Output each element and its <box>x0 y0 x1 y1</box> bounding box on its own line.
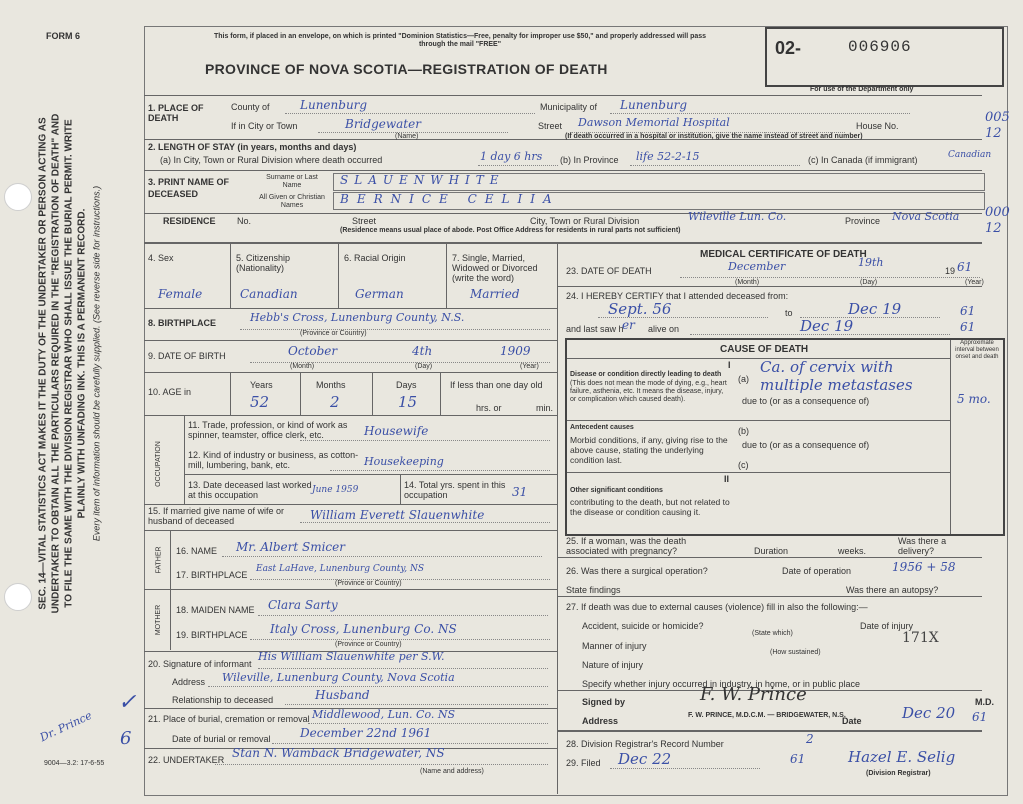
undertaker-sub: (Name and address) <box>420 768 484 775</box>
age-days-label: Days <box>396 380 417 390</box>
sig-address-label: Address <box>582 716 619 726</box>
accident-label: Accident, suicide or homicide? <box>582 621 704 631</box>
address-stamp: F. W. PRINCE, M.D.C.M. — BRIDGEWATER, N.S. <box>688 712 846 719</box>
attend-to-label: to <box>785 308 793 318</box>
death-year-label: (Year) <box>965 279 984 286</box>
registration-prefix: 02- <box>775 38 802 58</box>
city-label: If in City or Town <box>231 121 298 131</box>
date-op-value: 1956 + 58 <box>892 560 956 574</box>
dob-month: October <box>288 344 338 358</box>
registrar-signature: Hazel E. Selig <box>848 748 956 766</box>
industry-value: Housekeeping <box>364 455 444 468</box>
manner-label: Manner of injury <box>582 641 647 651</box>
cause-a-label: (a) <box>738 374 749 384</box>
other-label: Other significant conditions <box>570 487 663 494</box>
form-number: FORM 6 <box>46 31 81 41</box>
mother-birthplace-value: Italy Cross, Lunenburg Co. NS <box>270 622 457 636</box>
findings-label: State findings <box>566 585 621 595</box>
informant-relation-label: Relationship to deceased <box>172 695 274 705</box>
nature-label: Nature of injury <box>582 660 644 670</box>
interval-a: 5 mo. <box>957 392 991 406</box>
registrar-label: (Division Registrar) <box>866 770 931 777</box>
punch-hole-top <box>4 183 32 211</box>
weeks-label: weeks. <box>838 546 867 556</box>
age-years-label: Years <box>250 380 273 390</box>
how-label: (How sustained) <box>770 649 821 656</box>
statute-sidebar <box>37 114 104 614</box>
sex-value: Female <box>158 287 203 301</box>
birthplace-sub: (Province or Country) <box>300 330 367 337</box>
margin-code-1: 005 12 <box>985 110 1010 141</box>
dob-day-label: (Day) <box>415 363 433 370</box>
total-years-value: 31 <box>512 485 528 499</box>
age-days: 15 <box>398 393 418 411</box>
residence-label: RESIDENCE <box>163 216 216 226</box>
date-op-label: Date of operation <box>782 566 852 576</box>
md-label: M.D. <box>975 697 994 707</box>
father-section-label: FATHER <box>155 546 163 574</box>
cause-title: CAUSE OF DEATH <box>720 344 809 355</box>
filed-value: Dec 22 <box>618 750 672 768</box>
disease-label: Disease or condition directly leading to death <box>570 371 722 378</box>
undertaker-value: Stan N. Wamback Bridgewater, NS <box>232 746 445 760</box>
residence-division-label: City, Town or Rural Division <box>530 216 640 226</box>
given-label: All Given or Christian Names <box>259 194 325 209</box>
dueto-b-label: due to (or as a consequence of) <box>742 440 870 450</box>
dob-label: 9. DATE OF BIRTH <box>148 351 226 361</box>
mother-maiden-label: 18. MAIDEN NAME <box>176 605 255 615</box>
state-which-label: (State which) <box>752 630 793 637</box>
sig-date-label: Date <box>842 716 862 726</box>
father-birthplace-value: East LaHave, Lunenburg County, NS <box>256 564 425 574</box>
delivery-label: Was there a delivery? <box>898 536 947 556</box>
filed-label: 29. Filed <box>566 758 601 768</box>
residence-no-label: No. <box>237 216 252 226</box>
stay-label: 2. LENGTH OF STAY (in years, months and days) <box>148 142 357 152</box>
margin-doctor-name: Dr. Prince <box>37 708 94 745</box>
form-code: 9004—3.2: 17-6-55 <box>44 760 105 767</box>
trade-value: Housewife <box>364 424 429 438</box>
interval-label: Approximate interval between onset and death <box>955 340 999 360</box>
marital-value: Married <box>470 287 520 301</box>
specify-label: Specify whether injury occurred in industry, in home, or in public place <box>582 679 860 689</box>
duration-label: Duration <box>754 546 789 556</box>
registration-number: 006906 <box>848 38 912 56</box>
death-year: 61 <box>957 260 973 274</box>
dob-day: 4th <box>412 344 433 358</box>
part-1-label: I <box>728 360 731 370</box>
industry-label: 12. Kind of industry or business, as cotton-mill, lumbering, bank, etc. <box>188 450 359 470</box>
dueto-a-label: due to (or as a consequence of) <box>742 396 870 406</box>
filed-year: 61 <box>790 752 806 766</box>
cause-c-label: (c) <box>738 460 749 470</box>
given-value: BERNICE CELIIA <box>340 192 560 206</box>
sig-date-year: 61 <box>972 710 988 724</box>
attend-from: Sept. 56 <box>608 300 672 318</box>
last-worked-label: 13. Date deceased last worked at this occupation <box>188 480 312 500</box>
residence-division: Wileville Lun. Co. <box>688 210 787 223</box>
q25-label: 25. If a woman, was the death associated with pregnancy? <box>566 536 687 556</box>
cause-a-value: Ca. of cervix with multiple metastases <box>760 358 913 394</box>
informant-address-label: Address <box>172 677 206 687</box>
death-day: 19th <box>858 256 884 269</box>
lastsaw-h: er <box>622 318 635 332</box>
alive-value: Dec 19 <box>800 317 854 335</box>
burial-place: Middlewood, Lun. Co. NS <box>312 708 456 721</box>
occupation-section-label: OCCUPATION <box>154 441 162 487</box>
racial-value: German <box>355 287 404 301</box>
sig-date: Dec 20 <box>902 704 956 722</box>
stay-a-value: 1 day 6 hrs <box>480 150 543 163</box>
total-years-label: 14. Total yrs. spent in this occupation <box>404 480 506 500</box>
margin-check-mark: ✓ <box>118 690 137 715</box>
residence-province-label: Province <box>845 216 881 226</box>
age-years: 52 <box>250 393 270 411</box>
marital-label: 7. Single, Married, Widowed or Divorced (write the word) <box>452 253 538 283</box>
mother-birthplace-label: 19. BIRTHPLACE <box>176 630 248 640</box>
father-birthplace-sub: (Province or Country) <box>335 580 402 587</box>
age-months: 2 <box>330 393 340 411</box>
street-value: Dawson Memorial Hospital <box>578 116 730 129</box>
other-note: contributing to the death, but not related to the disease or condition causing it. <box>570 497 730 517</box>
record-label: 28. Division Registrar's Record Number <box>566 739 724 749</box>
stay-b-label: (b) In Province <box>560 155 619 165</box>
municipality-label: Municipality of <box>540 102 598 112</box>
birthplace-label: 8. BIRTHPLACE <box>148 318 217 328</box>
informant-sig-label: 20. Signature of informant <box>148 659 252 669</box>
mother-maiden-value: Clara Sarty <box>268 598 338 612</box>
stay-c-label: (c) In Canada (if immigrant) <box>808 155 918 165</box>
autopsy-label: Was there an autopsy? <box>846 585 939 595</box>
q26-label: 26. Was there a surgical operation? <box>566 566 708 576</box>
stay-c-value: Canadian <box>948 150 992 160</box>
death-month: December <box>728 260 786 273</box>
stay-b-value: life 52-2-15 <box>636 150 700 163</box>
informant-relation: Husband <box>315 688 370 702</box>
part-2-label: II <box>724 474 730 484</box>
name-label: 3. PRINT NAME OF DECEASED <box>148 177 230 199</box>
stay-a-label: (a) In City, Town or Rural Division where death occurred <box>160 155 383 165</box>
department-use-label: For use of the Department only <box>810 86 914 93</box>
cause-b-label: (b) <box>738 426 749 436</box>
city-value: Bridgewater <box>345 117 421 131</box>
death-day-label: (Day) <box>860 279 878 286</box>
county-value: Lunenburg <box>300 98 368 112</box>
street-label: Street <box>538 121 563 131</box>
burial-date-label: Date of burial or removal <box>172 734 271 744</box>
certify-label: 24. I HEREBY CERTIFY that I attended deceased from: <box>566 291 789 301</box>
dob-year: 1909 <box>500 344 531 358</box>
injury-date-label: Date of injury <box>860 621 914 631</box>
mother-birthplace-sub: (Province or Country) <box>335 641 402 648</box>
envelope-note: This form, if placed in an envelope, on which is printed "Dominion Statistics—Free, penalty for improper use $50," and properly addressed will pass through the mail "FREE" <box>213 33 707 48</box>
lastsaw-label: and last saw h <box>566 324 624 334</box>
citizenship-label: 5. Citizenship (Nationality) <box>236 253 291 273</box>
municipality-value: Lunenburg <box>620 98 688 112</box>
margin-number-mark: 6 <box>120 728 132 749</box>
code-mark: 171X <box>902 630 939 646</box>
burial-place-label: 21. Place of burial, cremation or removal <box>148 714 310 724</box>
sex-label: 4. Sex <box>148 253 174 263</box>
residence-note: (Residence means usual place of abode. Post Office Address for residents in rural parts not sufficient) <box>340 227 681 234</box>
signed-value: F. W. Prince <box>700 684 807 705</box>
house-label: House No. <box>856 121 899 131</box>
death-date-label: 23. DATE OF DEATH <box>566 266 652 276</box>
antecedent-label: Antecedent causes <box>570 424 634 431</box>
trade-label: 11. Trade, profession, or kind of work as spinner, teamster, office clerk, etc. <box>188 420 348 440</box>
record-value: 2 <box>806 732 814 746</box>
death-month-label: (Month) <box>735 279 760 286</box>
racial-label: 6. Racial Origin <box>344 253 406 263</box>
attend-to-year: 61 <box>960 304 976 318</box>
alive-label: alive on <box>648 324 680 334</box>
hospital-note: (If death occurred in a hospital or institution, give the name instead of street and number) <box>565 133 863 140</box>
margin-code-2: 000 12 <box>985 205 1010 236</box>
surname-label: Surname or Last Name <box>266 174 318 189</box>
alive-year: 61 <box>960 320 976 334</box>
form-title: PROVINCE OF NOVA SCOTIA—REGISTRATION OF DEATH <box>205 61 608 77</box>
q27-label: 27. If death was due to external causes (violence) fill in also the following:— <box>566 602 868 612</box>
last-worked-value: June 1959 <box>312 485 359 495</box>
spouse-value: William Everett Slauenwhite <box>310 508 485 522</box>
less-day-label: If less than one day old <box>450 380 543 390</box>
punch-hole-bottom <box>4 583 32 611</box>
father-name-value: Mr. Albert Smicer <box>236 540 345 554</box>
informant-signature: His William Slauenwhite per S.W. <box>258 650 445 663</box>
informant-address: Wileville, Lunenburg County, Nova Scotia <box>222 671 455 684</box>
mother-section-label: MOTHER <box>155 604 163 636</box>
father-birthplace-label: 17. BIRTHPLACE <box>176 570 248 580</box>
residence-street-label: Street <box>352 216 377 226</box>
disease-note: (This does not mean the mode of dying, e.g., heart failure, asthenia, etc. It means the disease, injury, or complication which caused death). <box>570 380 727 403</box>
place-label: 1. PLACE OF DEATH <box>148 103 204 123</box>
dob-year-label: (Year) <box>520 363 539 370</box>
residence-province: Nova Scotia <box>892 210 960 223</box>
county-label: County of <box>231 102 270 112</box>
spouse-label: 15. If married give name of wife or husband of deceased <box>148 506 285 526</box>
age-label: 10. AGE in <box>148 387 192 397</box>
statute-text: SEC. 14—VITAL STATISTICS ACT MAKES IT THE DUTY OF THE UNDERTAKER OR PERSON ACTING AS UNDERTAKER TO OBTAIN ALL THE PARTICULARS REQUIRED IN THE "REGISTRATION OF DEATH" AND TO FILE THE SAME WITH THE DIVISION REGISTRAR WHO SHALL ISSUE THE BURIAL PERMIT. WRITE PLAINLY WITH UNFADING INK. THIS IS A PERMANENT RECORD. <box>37 113 88 614</box>
father-name-label: 16. NAME <box>176 546 218 556</box>
attend-to: Dec 19 <box>848 300 902 318</box>
signed-label: Signed by <box>582 697 626 707</box>
dob-month-label: (Month) <box>290 363 315 370</box>
min-label: min. <box>536 403 554 413</box>
statute-note: Every item of information should be carefully supplied. (See reverse side for instructions.) <box>91 185 102 542</box>
city-name-sublabel: (Name) <box>395 133 419 140</box>
medical-title: MEDICAL CERTIFICATE OF DEATH <box>700 249 867 260</box>
birthplace-value: Hebb's Cross, Lunenburg County, N.S. <box>250 311 465 324</box>
hrs-label: hrs. or <box>476 403 502 413</box>
burial-date: December 22nd 1961 <box>300 726 432 740</box>
undertaker-label: 22. UNDERTAKER <box>148 755 225 765</box>
antecedent-note: Morbid conditions, if any, giving rise to the above cause, stating the underlying condition last. <box>570 435 728 465</box>
death-year-prefix: 19 <box>945 266 956 276</box>
age-months-label: Months <box>316 380 346 390</box>
surname-value: SLAUENWHITE <box>340 173 505 187</box>
citizenship-value: Canadian <box>240 287 298 301</box>
